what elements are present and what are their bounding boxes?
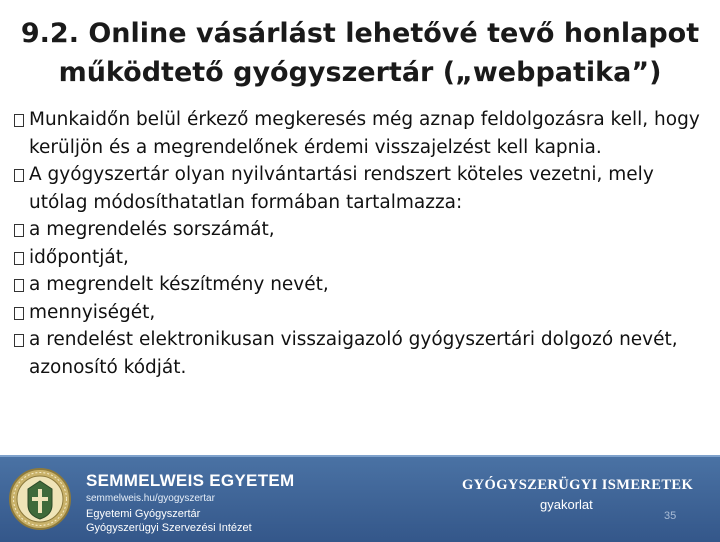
bullet-marker-icon <box>14 252 24 265</box>
bullet-list <box>14 106 712 381</box>
bullet-text: mennyiségét, <box>29 301 156 323</box>
bullet-item <box>14 106 712 161</box>
slide-title <box>20 14 700 92</box>
university-name: SEMMELWEIS EGYETEM <box>86 471 295 490</box>
bullet-marker-icon <box>14 169 24 182</box>
footer-banner <box>0 455 720 542</box>
university-url[interactable]: semmelweis.hu/gyogyszertar <box>86 493 215 504</box>
department-line-1: Egyetemi Gyógyszertár <box>86 508 201 520</box>
page-number: 35 <box>664 510 677 522</box>
bullet-item <box>14 299 712 327</box>
bullet-text: Munkaidőn belül érkező megkeresés még aznap feldolgozásra kell, hogy kerüljön és a megrendelőnek érdemi visszajelzést kell kapnia. <box>29 109 700 158</box>
bullet-marker-icon <box>14 334 24 347</box>
slide-title-line-1: 9.2. Online vásárlást lehetővé tevő honlapot <box>20 18 700 49</box>
course-title: GYÓGYSZERÜGYI ISMERETEK <box>462 477 694 493</box>
bullet-text: a megrendelt készítmény nevét, <box>29 274 329 295</box>
bullet-text: a megrendelés sorszámát, <box>29 219 275 240</box>
department-line-2: Gyógyszerügyi Szervezési Intézet <box>86 522 252 534</box>
bullet-marker-icon <box>14 279 24 292</box>
bullet-item <box>14 271 712 299</box>
bullet-text: időpontját, <box>29 246 129 268</box>
bullet-item <box>14 244 712 272</box>
bullet-text: A gyógyszertár olyan nyilvántartási rendszert köteles vezetni, mely utólag módosíthatatlan formában tartalmazza: <box>29 164 654 213</box>
bullet-marker-icon <box>14 307 24 320</box>
bullet-item <box>14 216 712 244</box>
bullet-text: a rendelést elektronikusan visszaigazoló gyógyszertári dolgozó nevét, azonosító kódját. <box>29 329 678 378</box>
course-subtitle: gyakorlat <box>540 497 593 512</box>
bullet-marker-icon <box>14 224 24 237</box>
university-seal-icon <box>8 467 72 531</box>
bullet-item <box>14 161 712 216</box>
slide-title-line-2: működtető gyógyszertár („webpatika”) <box>58 57 662 88</box>
bullet-item <box>14 326 712 381</box>
bullet-marker-icon <box>14 114 24 127</box>
